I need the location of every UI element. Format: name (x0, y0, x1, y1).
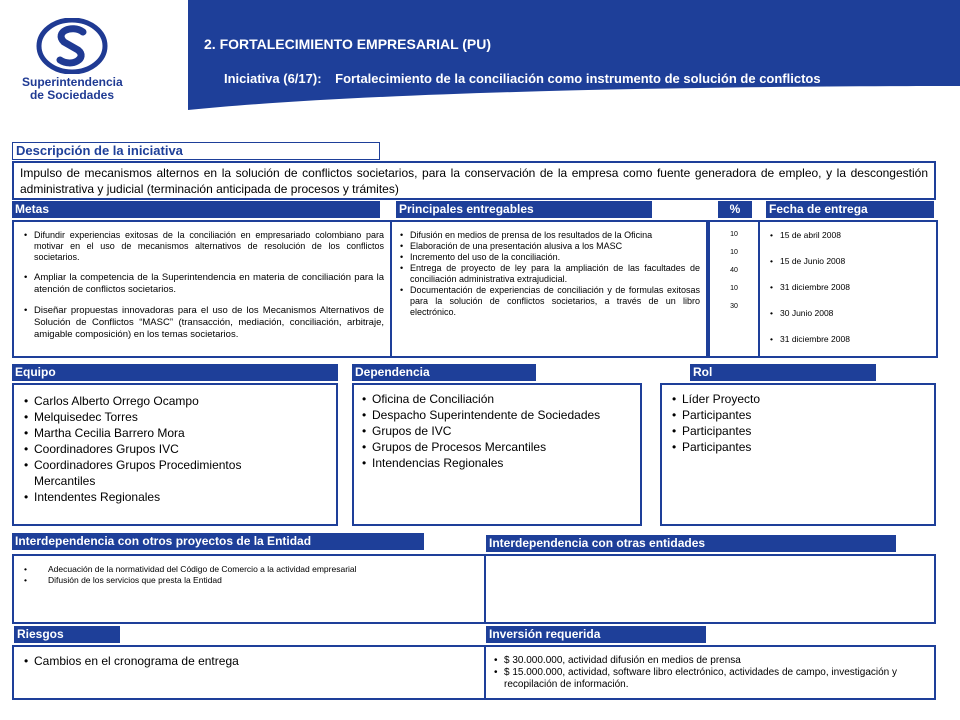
logo-text (22, 76, 122, 102)
equipo-item: • Martha Cecilia Barrero Mora (24, 425, 330, 441)
entregable-item: • Incremento del uso de la conciliación. (400, 252, 700, 263)
fecha-item: • 15 de Junio 2008 (770, 256, 932, 282)
equipo-item: • Intendentes Regionales (24, 489, 330, 505)
fecha-list (770, 230, 932, 358)
section-number: 2. (204, 36, 216, 52)
entregable-item: • Documentación de experiencias de conciliación y de formulas exitosas para la solución de conflictos societarios, a través de un libro electrónico. (400, 285, 700, 318)
equipo-item: • Coordinadores Grupos IVC (24, 441, 330, 457)
equipo-header: Equipo (12, 364, 338, 381)
descripcion-header: Descripción de la iniciativa (12, 142, 380, 160)
fecha-header: Fecha de entrega (766, 201, 934, 218)
riesgo-item: • Cambios en el cronograma de entrega (24, 653, 474, 669)
rol-item: • Participantes (672, 407, 928, 423)
title-banner (188, 0, 960, 110)
dependencia-list (362, 391, 634, 471)
metas-box (12, 220, 392, 358)
inversion-item: • $ 15.000.000, actividad, software libro electrónico, actividades de campo, investigación y recopilación de información. (494, 667, 924, 691)
porcentaje-value: 10 (730, 231, 738, 238)
logo-emblem-icon (36, 18, 108, 74)
entregables-header: Principales entregables (396, 201, 652, 218)
entregables-box (390, 220, 708, 358)
porcentaje-value: 30 (730, 303, 738, 310)
rol-item: • Participantes (672, 423, 928, 439)
initiative-label: Iniciativa (6/17): (224, 71, 322, 86)
dependencia-box (352, 383, 642, 526)
porcentaje-list (710, 226, 758, 316)
rol-box (660, 383, 936, 526)
dependencia-header: Dependencia (352, 364, 536, 381)
interdependencia-divider (484, 556, 486, 622)
interdependencia-entidades-header: Interdependencia con otras entidades (486, 535, 896, 552)
meta-item: • Diseñar propuestas innovadoras para el uso de los Mecanismos Alternativos de Solución de Conflictos “MASC” (transacción, mediación, conciliación, arbitraje, amigable composición) en los temas societarios. (24, 305, 384, 341)
descripcion-box (12, 161, 936, 200)
dependencia-item: • Despacho Superintendente de Sociedades (362, 407, 634, 423)
initiative-name: Fortalecimiento de la conciliación como instrumento de solución de conflictos (335, 71, 821, 86)
rol-list (672, 391, 928, 455)
riesgos-divider (484, 647, 486, 698)
rol-item: • Líder Proyecto (672, 391, 928, 407)
interdependencia-proyectos-header: Interdependencia con otros proyectos de la Entidad (12, 533, 424, 550)
meta-item: • Difundir experiencias exitosas de la conciliación en empresariado colombiano para motivar en el uso de mecanismos alternativos de resolución de los conflictos societarios. (24, 230, 384, 263)
inversion-list (494, 655, 924, 691)
equipo-item: • Melquisedec Torres (24, 409, 330, 425)
interdependencia-proyectos-list (24, 564, 474, 586)
meta-item: • Ampliar la competencia de la Superintendencia en materia de conciliación para la atención de conflictos societarios. (24, 272, 384, 296)
dependencia-item: • Grupos de IVC (362, 423, 634, 439)
metas-list (24, 230, 384, 341)
inversion-header: Inversión requerida (486, 626, 706, 643)
equipo-list (24, 393, 330, 505)
section-name: FORTALECIMIENTO EMPRESARIAL (PU) (219, 36, 492, 52)
entregable-item: • Entrega de proyecto de ley para la ampliación de las facultades de conciliación administrativa extrajudicial. (400, 263, 700, 285)
entregable-item: • Elaboración de una presentación alusiva a los MASC (400, 241, 700, 252)
descripcion-text: Impulso de mecanismos alternos en la solución de conflictos societarios, para la conservación de la empresa como fuente generadora de empleo, y la descongestión administrativa y judicial (terminación anticipada de procesos y trámites) (20, 166, 928, 196)
porcentaje-value: 40 (730, 267, 738, 274)
dependencia-item: • Oficina de Conciliación (362, 391, 634, 407)
porcentaje-value: 10 (730, 249, 738, 256)
logo-line1: Superintendencia (22, 75, 123, 89)
porcentaje-header: % (718, 201, 752, 218)
riesgos-inversion-box (12, 645, 936, 700)
initiative-title (224, 71, 821, 86)
section-title (204, 36, 491, 52)
interdependencia-item: • Adecuación de la normatividad del Código de Comercio a la actividad empresarial (24, 564, 474, 575)
entregables-list (400, 230, 700, 318)
inversion-item: • $ 30.000.000, actividad difusión en medios de prensa (494, 655, 924, 667)
dependencia-item: • Intendencias Regionales (362, 455, 634, 471)
rol-item: • Participantes (672, 439, 928, 455)
logo-line2: de Sociedades (29, 88, 115, 102)
equipo-box (12, 383, 338, 526)
superintendencia-logo (22, 18, 122, 108)
porcentaje-box (708, 220, 760, 358)
entregable-item: • Difusión en medios de prensa de los resultados de la Oficina (400, 230, 700, 241)
banner-shape (188, 0, 960, 110)
interdependencia-item: • Difusión de los servicios que presta la Entidad (24, 575, 474, 586)
rol-header: Rol (690, 364, 876, 381)
equipo-item: • Coordinadores Grupos Procedimientos Mercantiles (24, 457, 330, 489)
fecha-box (758, 220, 938, 358)
porcentaje-value: 10 (730, 285, 738, 292)
interdependencia-box (12, 554, 936, 624)
riesgos-header: Riesgos (14, 626, 120, 643)
dependencia-item: • Grupos de Procesos Mercantiles (362, 439, 634, 455)
fecha-item: • 31 diciembre 2008 (770, 334, 932, 358)
fecha-item: • 31 diciembre 2008 (770, 282, 932, 308)
riesgos-list (24, 653, 474, 669)
metas-header: Metas (12, 201, 380, 218)
equipo-item: • Carlos Alberto Orrego Ocampo (24, 393, 330, 409)
fecha-item: • 30 Junio 2008 (770, 308, 932, 334)
fecha-item: • 15 de abril 2008 (770, 230, 932, 256)
